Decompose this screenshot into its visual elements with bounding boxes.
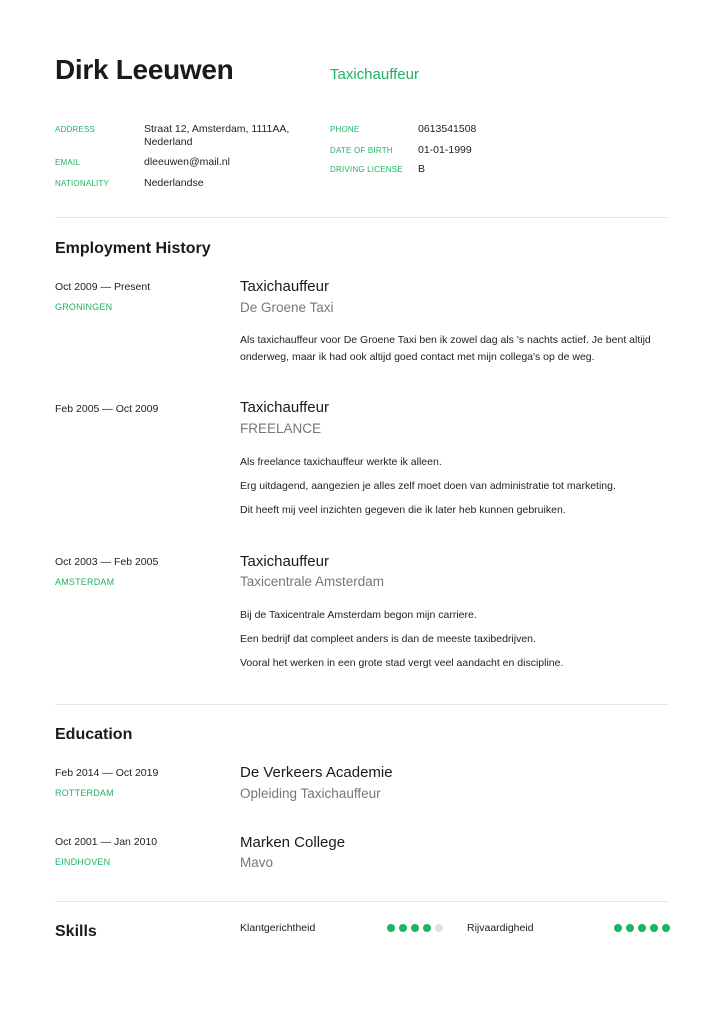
employment-description-line: Vooral het werken in een grote stad vergt veel aandacht en discipline. <box>240 657 564 669</box>
email-value: dleeuwen@mail.nl <box>144 156 230 168</box>
education-degree: Opleiding Taxichauffeur <box>240 786 381 801</box>
employment-description-line: Bij de Taxicentrale Amsterdam begon mijn carriere. <box>240 609 477 621</box>
education-date: Feb 2014 — Oct 2019 <box>55 767 159 779</box>
divider <box>55 704 668 705</box>
education-degree: Mavo <box>240 855 274 870</box>
education-section-title: Education <box>55 726 133 743</box>
skills-section-title: Skills <box>55 923 97 940</box>
dob-value: 01-01-1999 <box>418 144 472 156</box>
employment-description-line: Een bedrijf dat compleet anders is dan de meeste taxibedrijven. <box>240 633 536 645</box>
address-line2: Nederland <box>144 136 193 148</box>
nationality-label: NATIONALITY <box>55 179 110 188</box>
email-label: EMAIL <box>55 158 81 167</box>
nationality-value: Nederlandse <box>144 177 204 189</box>
employment-city: GRONINGEN <box>55 302 113 312</box>
employment-date: Oct 2009 — Present <box>55 281 151 293</box>
rating-dot-filled <box>399 924 407 932</box>
employment-section-title: Employment History <box>55 240 211 257</box>
phone-label: PHONE <box>330 125 360 134</box>
employment-date: Feb 2005 — Oct 2009 <box>55 403 159 415</box>
employment-org: FREELANCE <box>240 421 322 436</box>
candidate-name: Dirk Leeuwen <box>55 54 234 85</box>
employment-role: Taxichauffeur <box>240 278 329 295</box>
rating-dot-filled <box>423 924 431 932</box>
education-city: EINDHOVEN <box>55 857 111 867</box>
phone-value: 0613541508 <box>418 123 477 135</box>
employment-org: Taxicentrale Amsterdam <box>240 574 385 589</box>
address-label: ADDRESS <box>55 125 96 134</box>
employment-city: AMSTERDAM <box>55 577 115 587</box>
employment-role: Taxichauffeur <box>240 553 329 570</box>
employment-description-line: Als freelance taxichauffeur werkte ik alleen. <box>240 456 442 468</box>
employment-description-line: Dit heeft mij veel inzichten gegeven die ik later heb kunnen gebruiken. <box>240 504 566 516</box>
license-value: B <box>418 163 426 175</box>
rating-dot-filled <box>662 924 670 932</box>
rating-dot-filled <box>411 924 419 932</box>
rating-dot-empty <box>435 924 443 932</box>
skill-name: Rijvaardigheid <box>467 922 534 934</box>
skill-rating <box>614 924 670 932</box>
rating-dot-filled <box>614 924 622 932</box>
dob-label: DATE OF BIRTH <box>330 146 393 155</box>
employment-role: Taxichauffeur <box>240 399 329 416</box>
education-school: De Verkeers Academie <box>240 764 393 781</box>
skill-rating <box>387 924 443 932</box>
license-label: DRIVING LICENSE <box>330 165 403 174</box>
skill-name: Klantgerichtheid <box>240 922 316 934</box>
job-title: Taxichauffeur <box>330 66 419 83</box>
education-school: Marken College <box>240 834 346 851</box>
rating-dot-filled <box>638 924 646 932</box>
employment-date: Oct 2003 — Feb 2005 <box>55 556 159 568</box>
divider <box>55 901 668 902</box>
employment-description-line: Erg uitdagend, aangezien je alles zelf moet doen van administratie tot marketing. <box>240 480 616 492</box>
employment-org: De Groene Taxi <box>240 300 334 315</box>
education-city: ROTTERDAM <box>55 788 114 798</box>
rating-dot-filled <box>626 924 634 932</box>
education-date: Oct 2001 — Jan 2010 <box>55 836 158 848</box>
rating-dot-filled <box>387 924 395 932</box>
address-line1: Straat 12, Amsterdam, 1111AA, <box>144 123 290 135</box>
employment-description: Als taxichauffeur voor De Groene Taxi ben ik zowel dag als 's nachts actief. Je bent altijd onderweg, maar ik had ook altijd goed contact met mijn collega's op de weg. <box>240 334 651 363</box>
divider <box>55 217 668 218</box>
rating-dot-filled <box>650 924 658 932</box>
